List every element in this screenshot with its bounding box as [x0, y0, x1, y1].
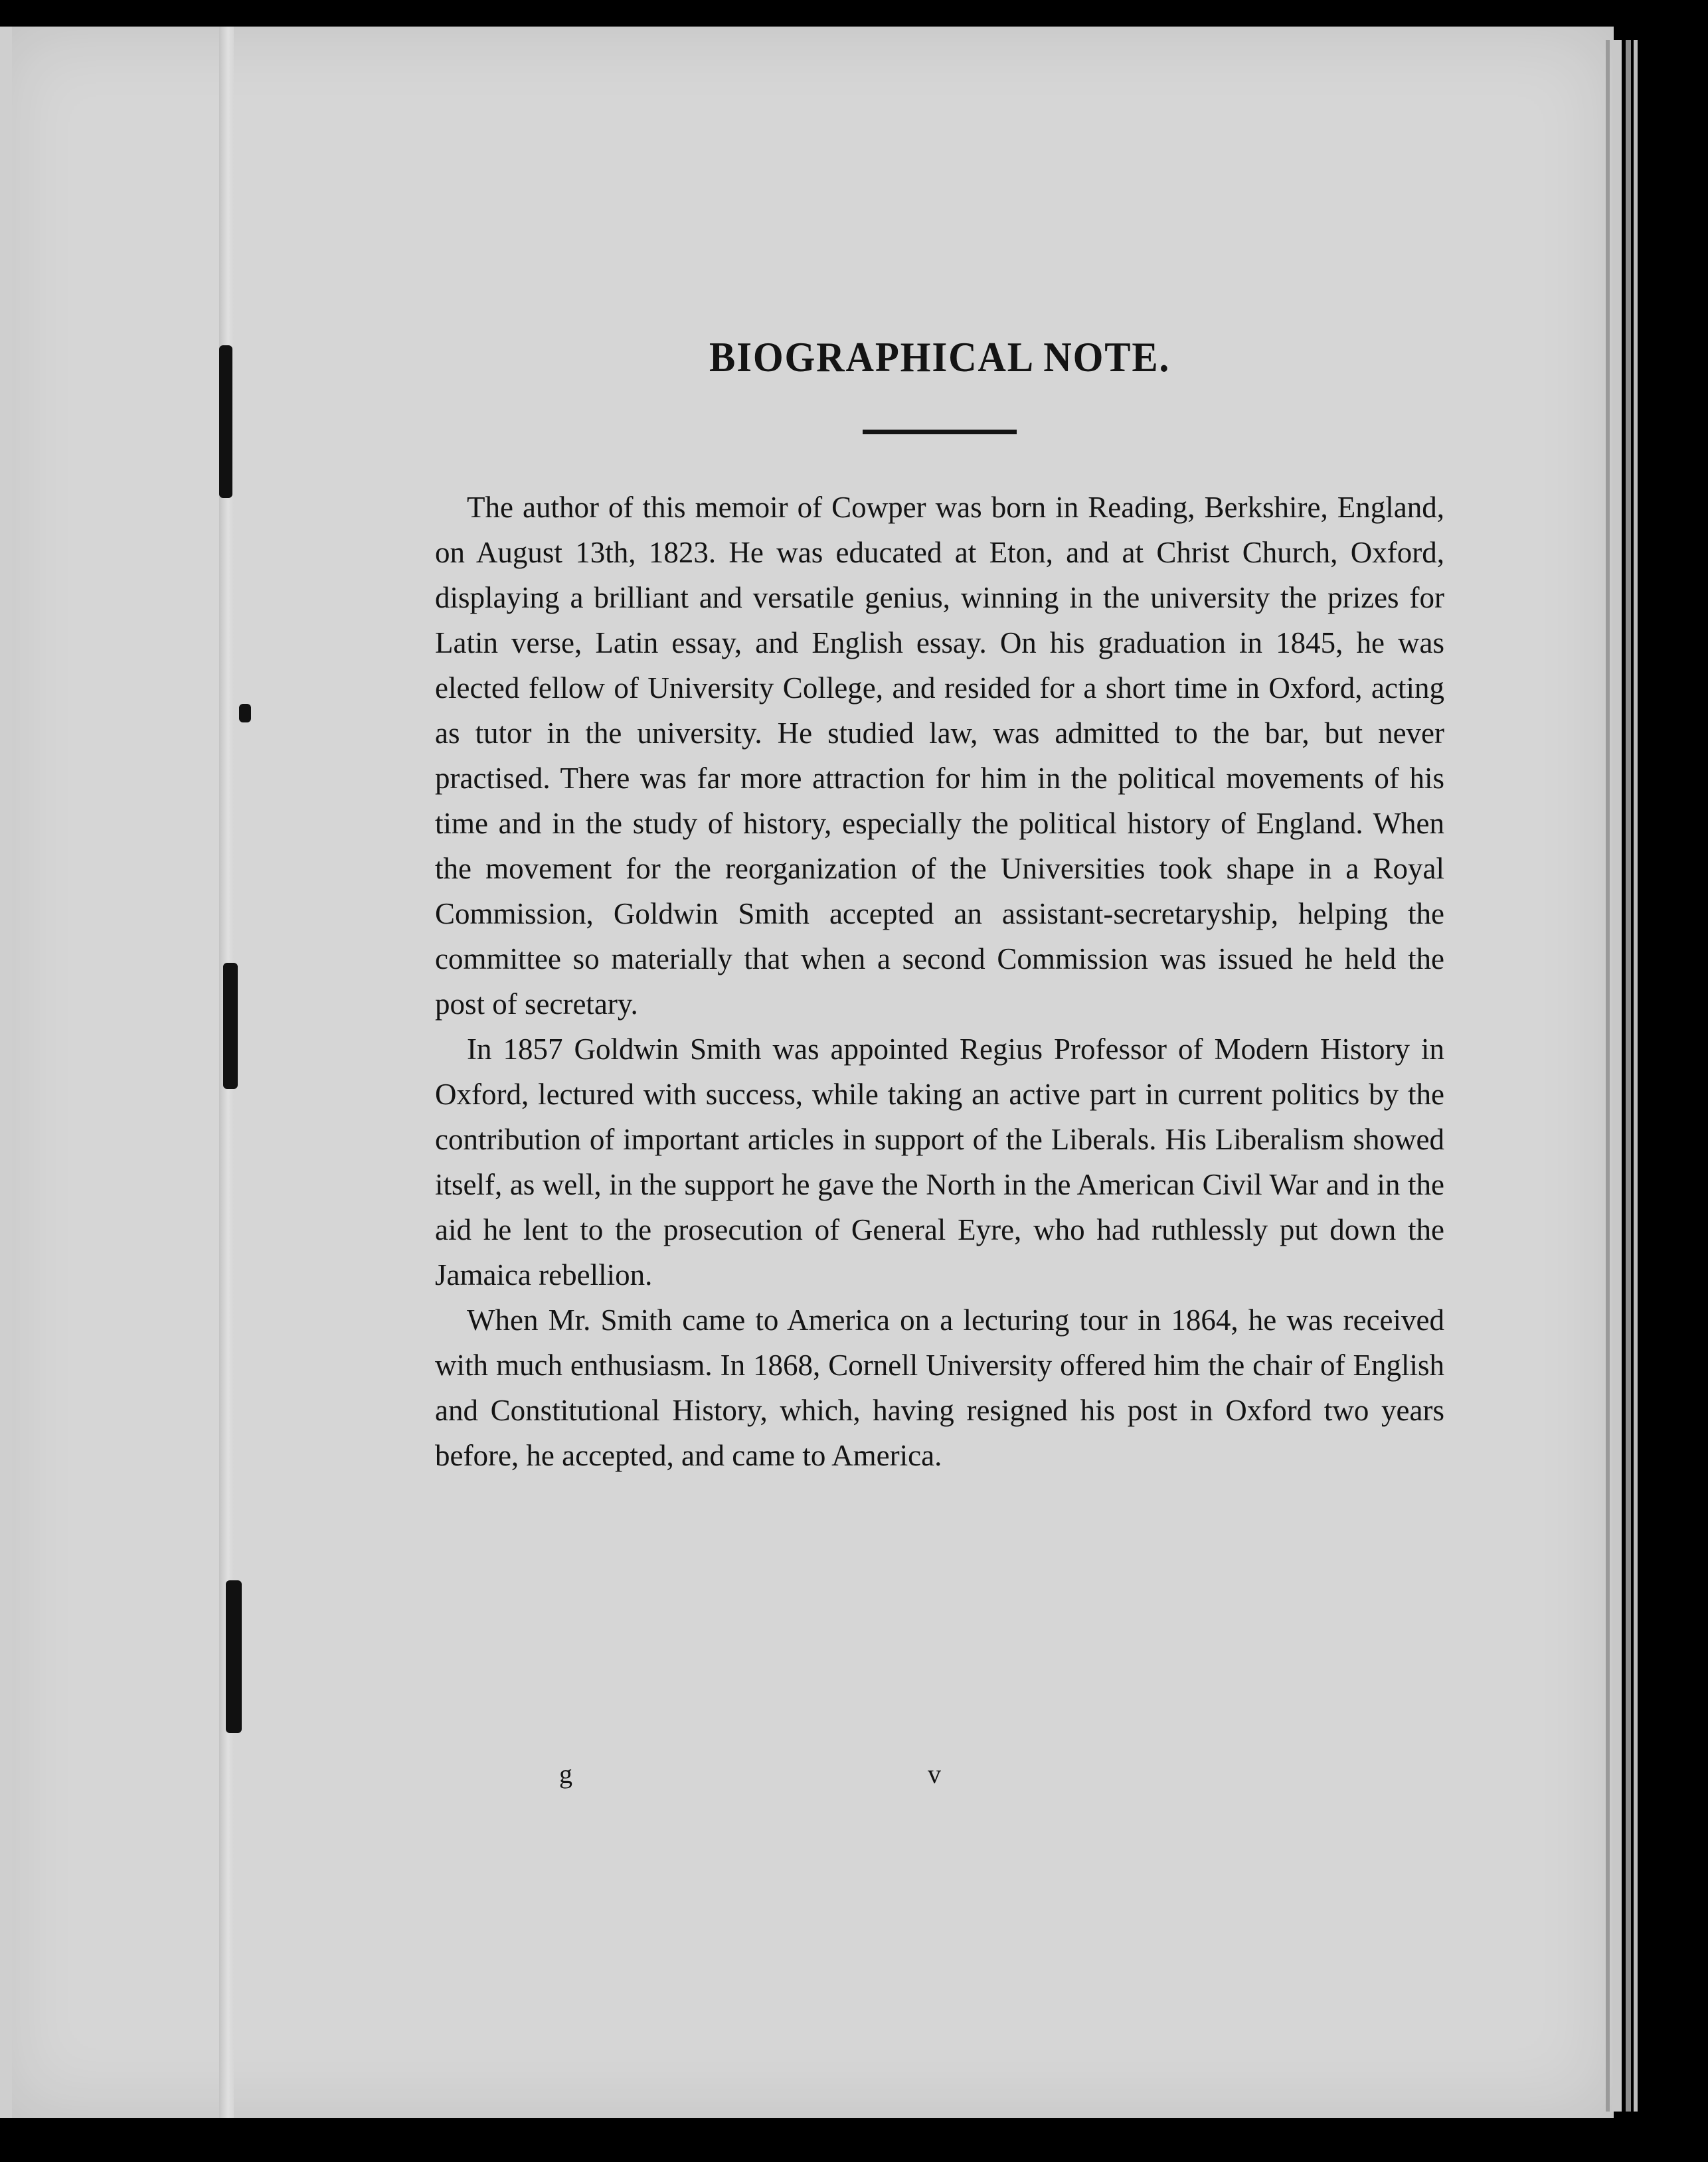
- page-edge: [1634, 40, 1638, 2112]
- title-rule: [863, 430, 1017, 434]
- page-edge: [1626, 40, 1631, 2112]
- binding-mark: [239, 704, 251, 722]
- facing-page-edge: [0, 27, 12, 2118]
- page-title: BIOGRAPHICAL NOTE.: [709, 333, 1170, 380]
- page-edge: [1612, 40, 1622, 2112]
- text-body: [435, 292, 1444, 1478]
- paragraph-1: The author of this memoir of Cowper was born in Reading, Berkshire, England, on August 13th, 1823. He was educated at Eton, and at Christ Church, Oxford, displaying a brilliant and versatile genius, winning in the university the prizes for Latin verse, Latin essay, and English essay. On his graduation in 1845, he was elected fellow of University College, and resided for a short time in Oxford, acting as tutor in the university. He studied law, was admitted to the bar, but never practised. There was far more attraction for him in the political movements of his time and in the study of history, especially the political history of England. When the movement for the reorganization of the Universities took shape in a Royal Commission, Goldwin Smith accepted an assistant-secretaryship, helping the committee so materially that when a second Commission was issued he held the post of secretary.: [435, 490, 1444, 1021]
- paragraph-2: In 1857 Goldwin Smith was appointed Regius Professor of Modern History in Oxford, lectured with success, while taking an active part in current politics by the contribution of important articles in support of the Liberals. His Liberalism showed itself, as well, in the support he gave the North in the American Civil War and in the aid he lent to the prosecution of General Eyre, who had ruthlessly put down the Jamaica rebellion.: [435, 1032, 1444, 1291]
- page-edge: [1606, 40, 1610, 2112]
- binding-mark: [226, 1580, 242, 1733]
- paragraph-3: When Mr. Smith came to America on a lecturing tour in 1864, he was received with much enthusiasm. In 1868, Cornell University offered him the chair of English and Constitutional History, which, having resigned his post in Oxford two years before, he accepted, and came to America.: [435, 1303, 1444, 1472]
- binding-mark: [223, 963, 238, 1089]
- binding-mark: [219, 345, 232, 498]
- signature-mark: g: [559, 1759, 572, 1789]
- page-number: v: [928, 1759, 941, 1789]
